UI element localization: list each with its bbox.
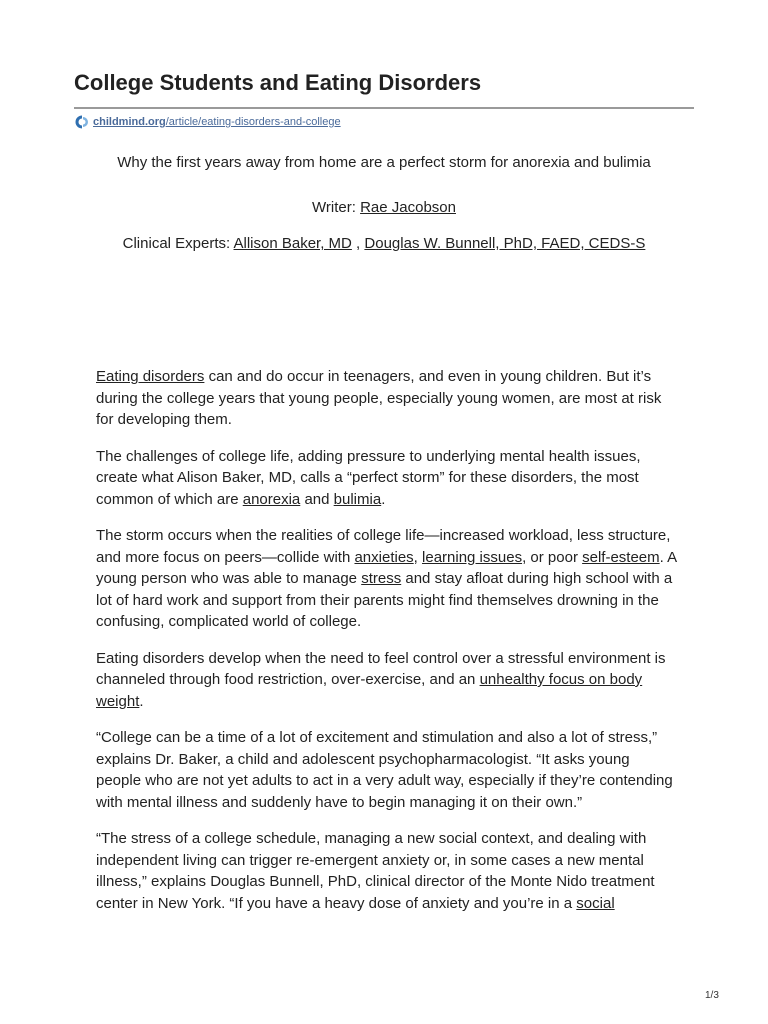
paragraph-text: and <box>300 490 334 508</box>
writer-line <box>0 199 768 216</box>
link-learning-issues[interactable]: learning issues <box>422 548 523 566</box>
paragraph-text: , <box>413 548 423 566</box>
page-title: College Students and Eating Disorders <box>74 70 482 95</box>
paragraph-3 <box>96 525 678 633</box>
link-eating-disorders[interactable]: Eating disorders <box>96 368 205 385</box>
writer-label: Writer: <box>312 199 361 216</box>
paragraph-text: The storm occurs when the realities of college life—increased workload, less structure, and more focus on peers—collide with <box>96 527 671 566</box>
clinical-experts-line <box>0 235 768 252</box>
article-subtitle: Why the first years away from home are a perfect storm for anorexia and bulimia <box>117 154 651 171</box>
link-unhealthy-focus-on-body-weight[interactable]: unhealthy focus on body weight <box>96 671 643 710</box>
paragraph-text: can and do occur in teenagers, and even in young children. But it’s during the college years that young people, especially young women, are most at risk for developing them. <box>96 368 662 428</box>
experts-separator: , <box>351 235 365 252</box>
paragraph-4 <box>96 648 678 713</box>
source-path-link[interactable]: /article/eating-disorders-and-college <box>165 116 341 128</box>
source-domain-link[interactable]: childmind.org <box>93 116 166 128</box>
title-divider <box>74 107 694 109</box>
paragraph-text: , or poor <box>522 548 583 566</box>
paragraph-text: . <box>139 692 144 710</box>
link-anxieties[interactable]: anxieties <box>354 548 414 566</box>
link-stress[interactable]: stress <box>361 570 402 587</box>
paragraph-5 <box>96 727 678 813</box>
link-bulimia[interactable]: bulimia <box>333 490 382 508</box>
paragraph-text: . <box>381 490 386 508</box>
expert-link-allison-baker[interactable]: Allison Baker, MD <box>233 235 352 252</box>
link-self-esteem[interactable]: self-esteem <box>582 548 660 566</box>
paragraph-text: and stay afloat during high school with a lot of hard work and support from their parents might find themselves drowning in the confusing, complicated world of college. <box>96 570 673 630</box>
paragraph-1 <box>96 366 678 431</box>
article-body <box>96 366 678 929</box>
paragraph-2 <box>96 446 678 511</box>
writer-link[interactable]: Rae Jacobson <box>360 199 456 216</box>
paragraph-text: The challenges of college life, adding pressure to underlying mental health issues, create what Alison Baker, MD, calls a “perfect storm” for these disorders, the most common of which are <box>96 447 641 508</box>
link-social[interactable]: social <box>576 894 615 912</box>
page-number: 1/3 <box>705 990 719 1001</box>
paragraph-text: . A young person who was able to manage <box>96 548 677 587</box>
experts-label: Clinical Experts: <box>122 235 234 252</box>
paragraph-text: Eating disorders develop when the need to feel control over a stressful environment is channeled through food restriction, over-exercise, and an <box>96 649 666 688</box>
source-url <box>74 114 341 130</box>
childmind-logo-icon <box>74 114 90 130</box>
paragraph-text: “The stress of a college schedule, managing a new social context, and dealing with independent living can trigger re-emergent anxiety or, in some cases a new mental illness,” explains Douglas Bunnell, PhD, clinical director of the Monte Nido treatment center in New York. “If you have a heavy dose of anxiety and you’re in a <box>96 830 655 912</box>
paragraph-text: “College can be a time of a lot of excitement and stimulation and also a lot of stress,” explains Dr. Baker, a child and adolescent psychopharmacologist. “It asks young people who are not yet adults to act in a very adult way, especially if they’re contending with mental illness and suddenly have to begin managing it on their own.” <box>96 729 673 811</box>
link-anorexia[interactable]: anorexia <box>242 490 301 508</box>
paragraph-6 <box>96 828 678 914</box>
expert-link-douglas-bunnell[interactable]: Douglas W. Bunnell, PhD, FAED, CEDS-S <box>364 235 646 252</box>
